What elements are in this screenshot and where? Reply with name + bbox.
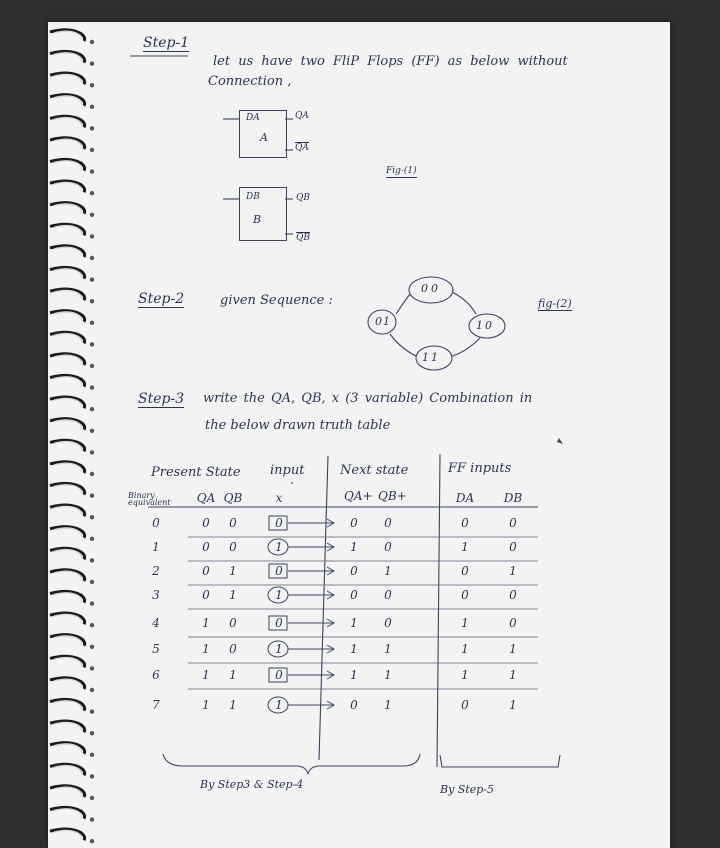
state-11: 11 — [422, 351, 440, 364]
state-01: 01 — [375, 315, 391, 328]
cell-qa: 1 — [202, 642, 210, 656]
cell-db: 0 — [509, 516, 517, 530]
ffb-input-label: DB — [246, 192, 260, 202]
cell-db: 0 — [509, 588, 517, 602]
x-square-mark — [269, 668, 287, 682]
x-circle-mark — [268, 587, 288, 603]
cell-qbn: 1 — [384, 698, 392, 712]
cell-bin: 3 — [152, 588, 160, 602]
ffb-qbar-label: $\overline{QB}$ — [296, 233, 310, 243]
header-ff-inputs: FF inputs — [448, 461, 512, 476]
footer-right-note: By Step-5 — [440, 783, 495, 796]
cell-qbn: 1 — [384, 564, 392, 578]
cell-x: 1 — [275, 642, 283, 656]
cell-qan: 1 — [350, 616, 358, 630]
ffa-qbar-label: $\overline{QA}$ — [295, 143, 309, 153]
cell-da: 1 — [461, 642, 469, 656]
cell-qb: 1 — [229, 588, 237, 602]
col-da: DA — [455, 491, 475, 505]
cell-qa: 1 — [202, 668, 210, 682]
cell-qan: 0 — [350, 516, 358, 530]
col-binary-equivalent: Binary equivalent — [128, 491, 171, 508]
transition-01-00 — [396, 294, 410, 314]
cell-db: 0 — [509, 616, 517, 630]
fig1-label: Fig-(1) — [386, 166, 417, 176]
cell-qbn: 0 — [384, 616, 392, 630]
x-circle-mark — [268, 641, 288, 657]
cell-qbn: 1 — [384, 642, 392, 656]
cell-bin: 0 — [152, 516, 160, 530]
cell-da: 0 — [461, 564, 469, 578]
cell-db: 1 — [509, 668, 517, 682]
col-x: x — [275, 491, 283, 505]
cell-qbn: 0 — [384, 588, 392, 602]
transition-10-11 — [452, 338, 480, 356]
cell-qa: 1 — [202, 698, 210, 712]
x-square-mark — [269, 564, 287, 578]
cell-qb: 0 — [229, 540, 237, 554]
cell-db: 1 — [509, 698, 517, 712]
cell-da: 0 — [461, 588, 469, 602]
cell-qb: 1 — [229, 668, 237, 682]
col-qb: QB — [223, 491, 243, 505]
cell-db: 1 — [509, 564, 517, 578]
cell-qa: 0 — [202, 540, 210, 554]
step3-text-line2: the below drawn truth table — [205, 418, 391, 433]
footer-left-note: By Step3 & Step-4 — [200, 778, 304, 791]
cell-x: 0 — [275, 516, 283, 530]
state-11-circle — [416, 346, 452, 370]
step1-text-line1: let us have two FliP Flops (FF) as below without — [213, 54, 568, 69]
state-01-circle — [368, 310, 396, 334]
ffb-q-label: QB — [296, 193, 310, 203]
cell-qan: 0 — [350, 588, 358, 602]
cell-bin: 6 — [152, 668, 160, 682]
cell-da: 1 — [461, 616, 469, 630]
table-divider-next-ff — [437, 454, 440, 767]
cell-qbn: 0 — [384, 516, 392, 530]
cell-qan: 0 — [350, 698, 358, 712]
state-10-circle — [469, 314, 505, 338]
cell-qa: 1 — [202, 616, 210, 630]
header-input: input — [270, 463, 305, 478]
cell-qb: 0 — [229, 642, 237, 656]
cell-bin: 2 — [152, 564, 160, 578]
ffa-q-label: QA — [295, 111, 309, 121]
cell-qan: 0 — [350, 564, 358, 578]
cell-qb: 1 — [229, 564, 237, 578]
cell-qan: 1 — [350, 540, 358, 554]
pen-mark — [557, 438, 563, 444]
right-bracket — [440, 755, 560, 767]
cell-x: 0 — [275, 668, 283, 682]
x-circle-mark — [268, 539, 288, 555]
cell-db: 0 — [509, 540, 517, 554]
cell-x: 0 — [275, 616, 283, 630]
cell-x: 0 — [275, 564, 283, 578]
cell-da: 0 — [461, 516, 469, 530]
cell-da: 1 — [461, 540, 469, 554]
cell-bin: 4 — [152, 616, 160, 630]
cell-qa: 0 — [202, 588, 210, 602]
col-qa-next: QA+ — [344, 489, 373, 503]
cell-x: 1 — [275, 588, 283, 602]
transition-00-10 — [452, 292, 476, 314]
step1-text-line2: Connection , — [208, 74, 292, 89]
cell-qa: 0 — [202, 564, 210, 578]
table-divider-input-next — [319, 456, 328, 760]
step1-heading: Step-1 — [143, 35, 190, 51]
hand-drawn-lines — [48, 22, 670, 848]
col-db: DB — [503, 491, 523, 505]
x-circle-mark — [268, 697, 288, 713]
cell-bin: 1 — [152, 540, 160, 554]
ffb-name: B — [253, 213, 262, 226]
cell-qan: 1 — [350, 642, 358, 656]
ffa-input-label: DA — [246, 113, 260, 123]
cell-qb: 1 — [229, 698, 237, 712]
state-00: 00 — [421, 282, 441, 295]
cell-qb: 0 — [229, 516, 237, 530]
x-square-mark — [269, 616, 287, 630]
cell-x: 1 — [275, 540, 283, 554]
transition-11-01 — [390, 334, 416, 356]
col-qa: QA — [196, 491, 216, 505]
notebook-page — [48, 22, 670, 848]
cell-qa: 0 — [202, 516, 210, 530]
cell-da: 1 — [461, 668, 469, 682]
step2-heading: Step-2 — [138, 291, 185, 307]
ffa-name: A — [260, 131, 268, 144]
cell-qbn: 0 — [384, 540, 392, 554]
cell-qan: 1 — [350, 668, 358, 682]
step3-text-line1: write the QA, QB, x (3 variable) Combination in — [203, 391, 533, 406]
state-00-circle — [409, 277, 453, 303]
fig2-label: fig-(2) — [538, 297, 572, 310]
cell-db: 1 — [509, 642, 517, 656]
state-10: 10 — [476, 319, 494, 332]
header-next-state: Next state — [340, 463, 409, 478]
cell-x: 1 — [275, 698, 283, 712]
step3-heading: Step-3 — [138, 391, 185, 407]
step2-text: given Sequence : — [220, 293, 333, 308]
left-brace — [163, 754, 420, 774]
col-qb-next: QB+ — [378, 489, 407, 503]
cell-bin: 7 — [152, 698, 160, 712]
header-present-state: Present State — [151, 465, 241, 480]
cell-da: 0 — [461, 698, 469, 712]
cell-qb: 0 — [229, 616, 237, 630]
cell-bin: 5 — [152, 642, 160, 656]
cell-qbn: 1 — [384, 668, 392, 682]
x-square-mark — [269, 516, 287, 530]
